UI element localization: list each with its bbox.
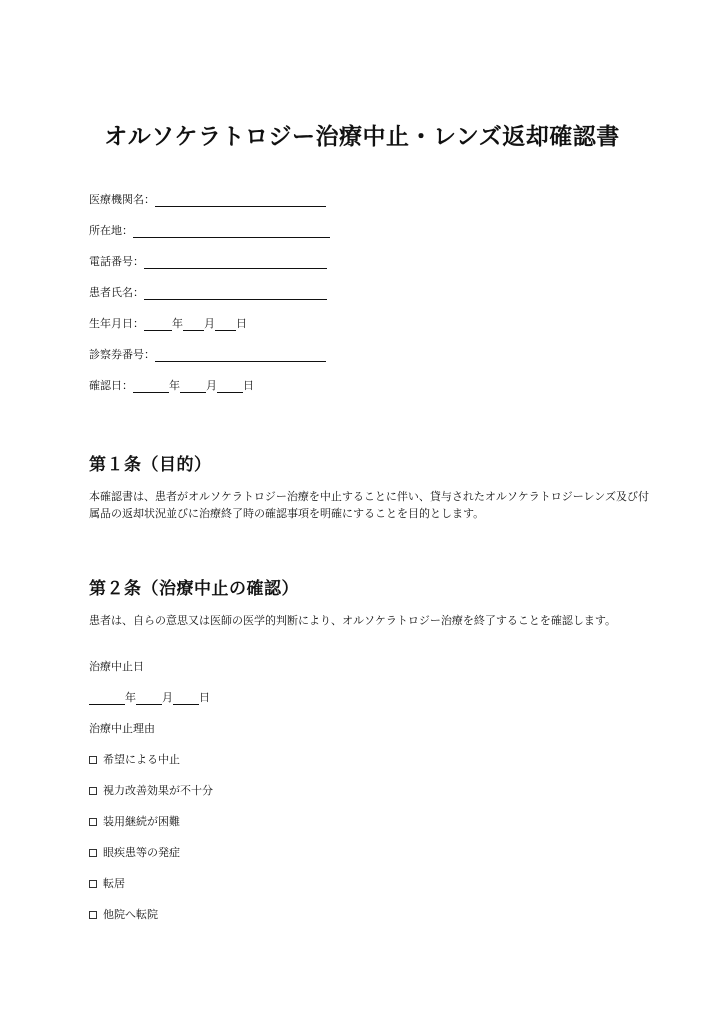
reason-option[interactable] (89, 908, 158, 922)
birth-year-unit: 年 (172, 317, 183, 330)
confirm-month-unit: 月 (206, 379, 217, 392)
reason-option[interactable] (89, 846, 180, 860)
confirm-date-field (89, 379, 254, 393)
reason-text: 希望による中止 (103, 753, 180, 766)
checkbox-icon[interactable] (89, 756, 97, 764)
patient-name-field (89, 286, 327, 300)
article1-heading: 第１条（目的） (89, 455, 212, 475)
birth-day-unit: 日 (236, 317, 247, 330)
checkbox-icon[interactable] (89, 849, 97, 857)
reason-label (89, 722, 155, 736)
birth-day-blank[interactable] (215, 320, 236, 331)
article1-body: 本確認書は、患者がオルソケラトロジー治療を中止することに伴い、貸与されたオルソケラトロジーレンズ及び付属品の返却状況並びに治療終了時の確認事項を明確にすることを目的とします。 (89, 490, 649, 520)
checkbox-icon[interactable] (89, 880, 97, 888)
stop-month-unit: 月 (162, 691, 173, 704)
article2-heading: 第２条（治療中止の確認） (89, 579, 299, 599)
confirm-month-blank[interactable] (180, 382, 206, 393)
reason-option[interactable] (89, 784, 213, 798)
patient-name-label: 患者氏名： (89, 286, 144, 299)
card-number-label: 診察券番号： (89, 348, 155, 361)
reason-label-text: 治療中止理由 (89, 722, 155, 735)
stop-month-blank[interactable] (136, 694, 162, 705)
reason-text: 他院へ転院 (103, 908, 158, 921)
birth-month-blank[interactable] (183, 320, 204, 331)
confirm-date-label: 確認日： (89, 379, 133, 392)
phone-blank[interactable] (144, 258, 327, 269)
checkbox-icon[interactable] (89, 787, 97, 795)
birth-date-field (89, 317, 247, 331)
reason-text: 転居 (103, 877, 125, 890)
reason-option[interactable] (89, 877, 125, 891)
confirm-year-unit: 年 (169, 379, 180, 392)
stop-day-unit: 日 (199, 691, 210, 704)
patient-name-blank[interactable] (144, 289, 327, 300)
stop-day-blank[interactable] (173, 694, 199, 705)
address-field (89, 224, 330, 238)
phone-label: 電話番号： (89, 255, 144, 268)
stop-year-blank[interactable] (89, 694, 125, 705)
checkbox-icon[interactable] (89, 818, 97, 826)
stop-year-unit: 年 (125, 691, 136, 704)
reason-text: 眼疾患等の発症 (103, 846, 180, 859)
reason-option[interactable] (89, 753, 180, 767)
confirm-year-blank[interactable] (133, 382, 169, 393)
facility-name-blank[interactable] (155, 196, 326, 207)
address-label: 所在地： (89, 224, 133, 237)
facility-name-field (89, 193, 326, 207)
reason-option[interactable] (89, 815, 180, 829)
address-blank[interactable] (133, 227, 330, 238)
stop-date-label-text: 治療中止日 (89, 660, 144, 673)
confirm-day-unit: 日 (243, 379, 254, 392)
birth-month-unit: 月 (204, 317, 215, 330)
facility-name-label: 医療機関名： (89, 193, 155, 206)
stop-date-field (89, 691, 210, 705)
stop-date-label (89, 660, 144, 674)
article2-body: 患者は、自らの意思又は医師の医学的判断により、オルソケラトロジー治療を終了することを確認します。 (89, 614, 617, 627)
birth-year-blank[interactable] (144, 320, 172, 331)
card-number-blank[interactable] (155, 351, 326, 362)
phone-field (89, 255, 327, 269)
checkbox-icon[interactable] (89, 911, 97, 919)
reason-text: 視力改善効果が不十分 (103, 784, 213, 797)
document-title: オルソケラトロジー治療中止・レンズ返却確認書 (104, 124, 620, 150)
birth-date-label: 生年月日： (89, 317, 144, 330)
reason-text: 装用継続が困難 (103, 815, 180, 828)
card-number-field (89, 348, 326, 362)
confirm-day-blank[interactable] (217, 382, 243, 393)
